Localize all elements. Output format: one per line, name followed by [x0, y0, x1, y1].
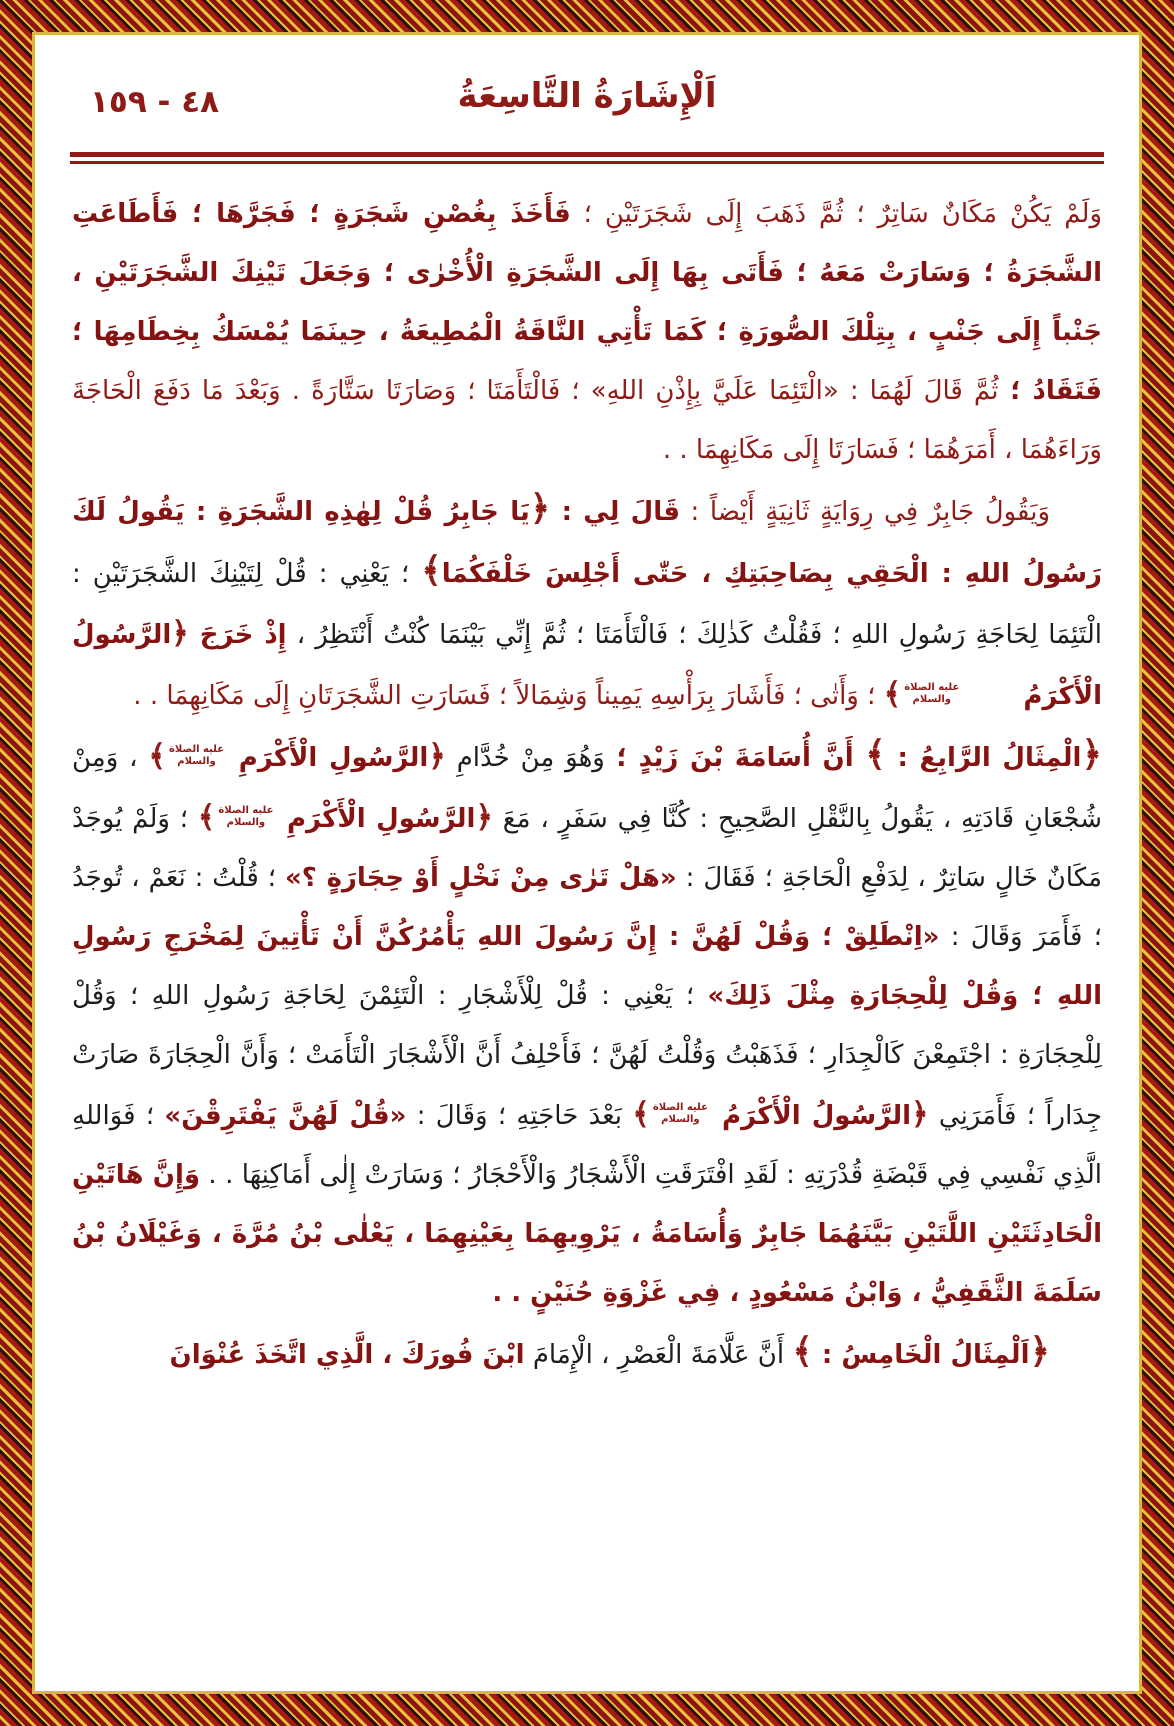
page-title: اَلْإِشَارَةُ التَّاسِعَةُ [457, 76, 717, 116]
ornate-bracket-icon: ﴾ [883, 677, 902, 712]
text-run: وَيَقُولُ جَابِرٌ فِي رِوَايَةٍ ثَانِيَةٍ أَيْضاً : [680, 497, 1051, 527]
text-run: ابْنَ فُورَكَ ، الَّذِي اتَّخَذَ عُنْوَانَ [169, 1340, 525, 1370]
text-run: ؛ قُلْتُ : نَعَمْ ، تُوجَدُ ؛ فَأَمَرَ وَقَالَ : [72, 863, 1102, 952]
text-run: إِذْ خَرَجَ [188, 620, 287, 650]
pbuh-seal: عليه الصلاة والسلام [652, 1102, 708, 1125]
text-run: الرَّسُولِ الْأَكْرَمِ [276, 804, 476, 834]
paragraph [72, 1323, 1102, 1385]
text-run: الرَّسُولُ الْأَكْرَمُ [710, 1101, 912, 1131]
text-run: ؛ يَعْنِي : قُلْ لِتَيْنِكَ الشَّجَرَتَيْنِ : الْتَئِمَا لِحَاجَةِ رَسُولِ اللهِ ؛ فَقُلْتُ كَذٰلِكَ ؛ فَالْتَأَمَتَا ؛ ثُمَّ إِنِّي بَيْنَمَا كُنْتُ أَنْتَظِرُ ، [72, 559, 1102, 650]
text-run: ، وَمِنْ شُجْعَانِ قَادَتِهِ ، يَقُولُ بِالنَّقْلِ الصَّحِيحِ : كُنَّا فِي سَفَرٍ ، مَعَ [72, 743, 1102, 834]
ornate-bracket-icon: ﴾ [148, 739, 166, 774]
ornate-bracket-icon: ﴾ [632, 1097, 650, 1132]
text-run: أَنَّ أُسَامَةَ بْنَ زَيْدٍ ؛ [604, 743, 866, 773]
text-run: ؛ وَأَتٰى ؛ فَأَشَارَ بِرَأْسِهِ يَمِيناً وَشِمَالاً ؛ فَسَارَتِ الشَّجَرَتَانِ إِلَى مَكَانِهِمَا . . [133, 681, 884, 711]
text-run: يَا جَابِرُ قُلْ لِهٰذِهِ الشَّجَرَةِ : يَقُولُ لَكَ رَسُولُ اللهِ : الْحَقِي بِصَاحِبَتِكِ ، حَتّٰى أَجْلِسَ خَلْفَكُمَا [72, 497, 1102, 589]
ornate-bracket-icon: ﴿ [529, 489, 551, 529]
text-run: ثُمَّ قَالَ لَهُمَا : «الْتَئِمَا عَلَيَّ بِإِذْنِ اللهِ» ؛ فَالْتَأَمَتَا ؛ وَصَارَتَا سَتَّارَةً . وَبَعْدَ مَا دَفَعَ الْحَاجَةَ وَرَاءَهُمَا ، أَمَرَهُمَا ؛ فَسَارَتَا إِلَى مَكَانِهِمَا . . [72, 376, 1102, 465]
text-run: «اِنْطَلِقْ ؛ وَقُلْ لَهُنَّ : إِنَّ رَسُولَ اللهِ يَأْمُرُكُنَّ أَنْ تَأْتِينَ لِمَخْرَجِ رَسُولِ اللهِ ؛ وَقُلْ لِلْحِجَارَةِ مِثْلَ ذَلِكَ» [72, 922, 1102, 1011]
body-text [68, 185, 1106, 1385]
text-run: وَلَمْ يَكُنْ مَكَانٌ سَاتِرٌ ؛ ثُمَّ ذَهَبَ إِلَى شَجَرَتَيْنِ ؛ [570, 199, 1102, 229]
text-run: «هَلْ تَرٰى مِنْ نَخْلٍ أَوْ حِجَارَةٍ ؟» [284, 863, 677, 893]
text-run: ؛ وَلَمْ يُوجَدْ مَكَانٌ خَالٍ سَاتِرٌ ، لِدَفْعِ الْحَاجَةِ ؛ فَقَالَ : [72, 804, 1102, 893]
page-number: ٤٨ - ١٥٩ [90, 84, 220, 120]
pbuh-seal: عليه الصلاة والسلام [168, 744, 225, 767]
text-run: وَإِنَّ هَاتَيْنِ الْحَادِثَتَيْنِ اللَّتَيْنِ بَيَّنَهُمَا جَابِرٌ وَأُسَامَةُ ، يَرْوِيهِمَا بِعَيْنِهِمَا ، يَعْلٰى بْنُ مُرَّةَ ، وَغَيْلَانُ بْنُ سَلَمَةَ الثَّقَفِيُّ ، وَابْنُ مَسْعُودٍ ، فِي غَزْوَةِ حُنَيْنٍ . . [72, 1160, 1102, 1308]
text-run: قَالَ لِي : [550, 497, 681, 527]
ornate-bracket-icon: ﴿ [171, 616, 189, 651]
text-run: اَلْمِثَالُ الْخَامِسُ : [812, 1340, 1030, 1370]
ornate-bracket-icon: ﴿ [911, 1097, 929, 1132]
ornate-bracket-icon: ﴾ [865, 735, 886, 775]
ornate-bracket-icon: ﴾ [421, 551, 442, 591]
text-run: الرَّسُولِ الْأَكْرَمِ [227, 743, 429, 773]
text-run: الرَّسُولُ الْأَكْرَمُ [72, 620, 1102, 711]
text-run: الْمِثَالُ الرَّابِعُ : [885, 743, 1082, 773]
text-run: فَأَخَذَ بِغُصْنِ شَجَرَةٍ ؛ فَجَرَّهَا ؛ فَأَطَاعَتِ الشَّجَرَةُ ؛ وَسَارَتْ مَعَهُ ؛ فَأَتَى بِهَا إِلَى الشَّجَرَةِ الْأُخْرٰى ؛ وَجَعَلَ تَيْنِكَ الشَّجَرَتَيْنِ ، جَنْباً إِلَى جَنْبٍ ، بِتِلْكَ الصُّورَةِ ؛ كَمَا تَأْتِي النَّاقَةُ الْمُطِيعَةُ ، حِينَمَا يُمْسَكُ بِخِطَامِهَا ؛ فَتَقَادُ ؛ [72, 199, 1102, 406]
ornate-bracket-icon: ﴾ [197, 800, 216, 835]
text-run: «قُلْ لَهُنَّ يَفْتَرِقْنَ» [164, 1101, 407, 1131]
pbuh-seal: عليه الصلاة والسلام [218, 805, 274, 828]
paragraph [72, 185, 1102, 480]
text-run: ؛ فَوَاللهِ الَّذِي نَفْسِي فِي قَبْضَةِ قُدْرَتِهِ : لَقَدِ افْتَرَقَتِ الْأَشْجَارُ وَالْأَحْجَارُ ؛ وَسَارَتْ إِلٰى أَمَاكِنِهَا . . [72, 1101, 1102, 1190]
ornate-bracket-icon: ﴾ [792, 1332, 813, 1372]
header-divider [70, 152, 1104, 165]
pbuh-seal: عليه الصلاة والسلام [904, 682, 960, 705]
text-run: ؛ يَعْنِي : قُلْ لِلْأَشْجَارِ : الْتَئِمْنَ لِحَاجَةِ رَسُولِ اللهِ ؛ وَقُلْ لِلْحِجَارَةِ : اجْتَمِعْنَ كَالْجِدَارِ ؛ فَذَهَبْتُ وَقُلْتُ لَهُنَّ ؛ فَأَحْلِفُ أَنَّ الْأَشْجَارَ الْتَأَمَتْ ؛ وَأَنَّ الْحِجَارَةَ صَارَتْ جِدَاراً ؛ فَأَمَرَنِي [72, 981, 1103, 1131]
text-run: بَعْدَ حَاجَتِهِ ؛ وَقَالَ : [406, 1101, 633, 1131]
paragraph [72, 480, 1102, 726]
ornate-bracket-icon: ﴿ [1081, 735, 1102, 775]
ornate-bracket-icon: ﴿ [475, 800, 494, 835]
paragraph [72, 726, 1102, 1323]
ornate-bracket-icon: ﴿ [428, 739, 446, 774]
page-header [68, 74, 1106, 138]
ornate-bracket-icon: ﴿ [1029, 1332, 1050, 1372]
text-run: أَنَّ عَلَّامَةَ الْعَصْرِ ، الْإِمَامَ [524, 1340, 793, 1370]
text-run: وَهُوَ مِنْ خُدَّامِ [445, 743, 605, 773]
